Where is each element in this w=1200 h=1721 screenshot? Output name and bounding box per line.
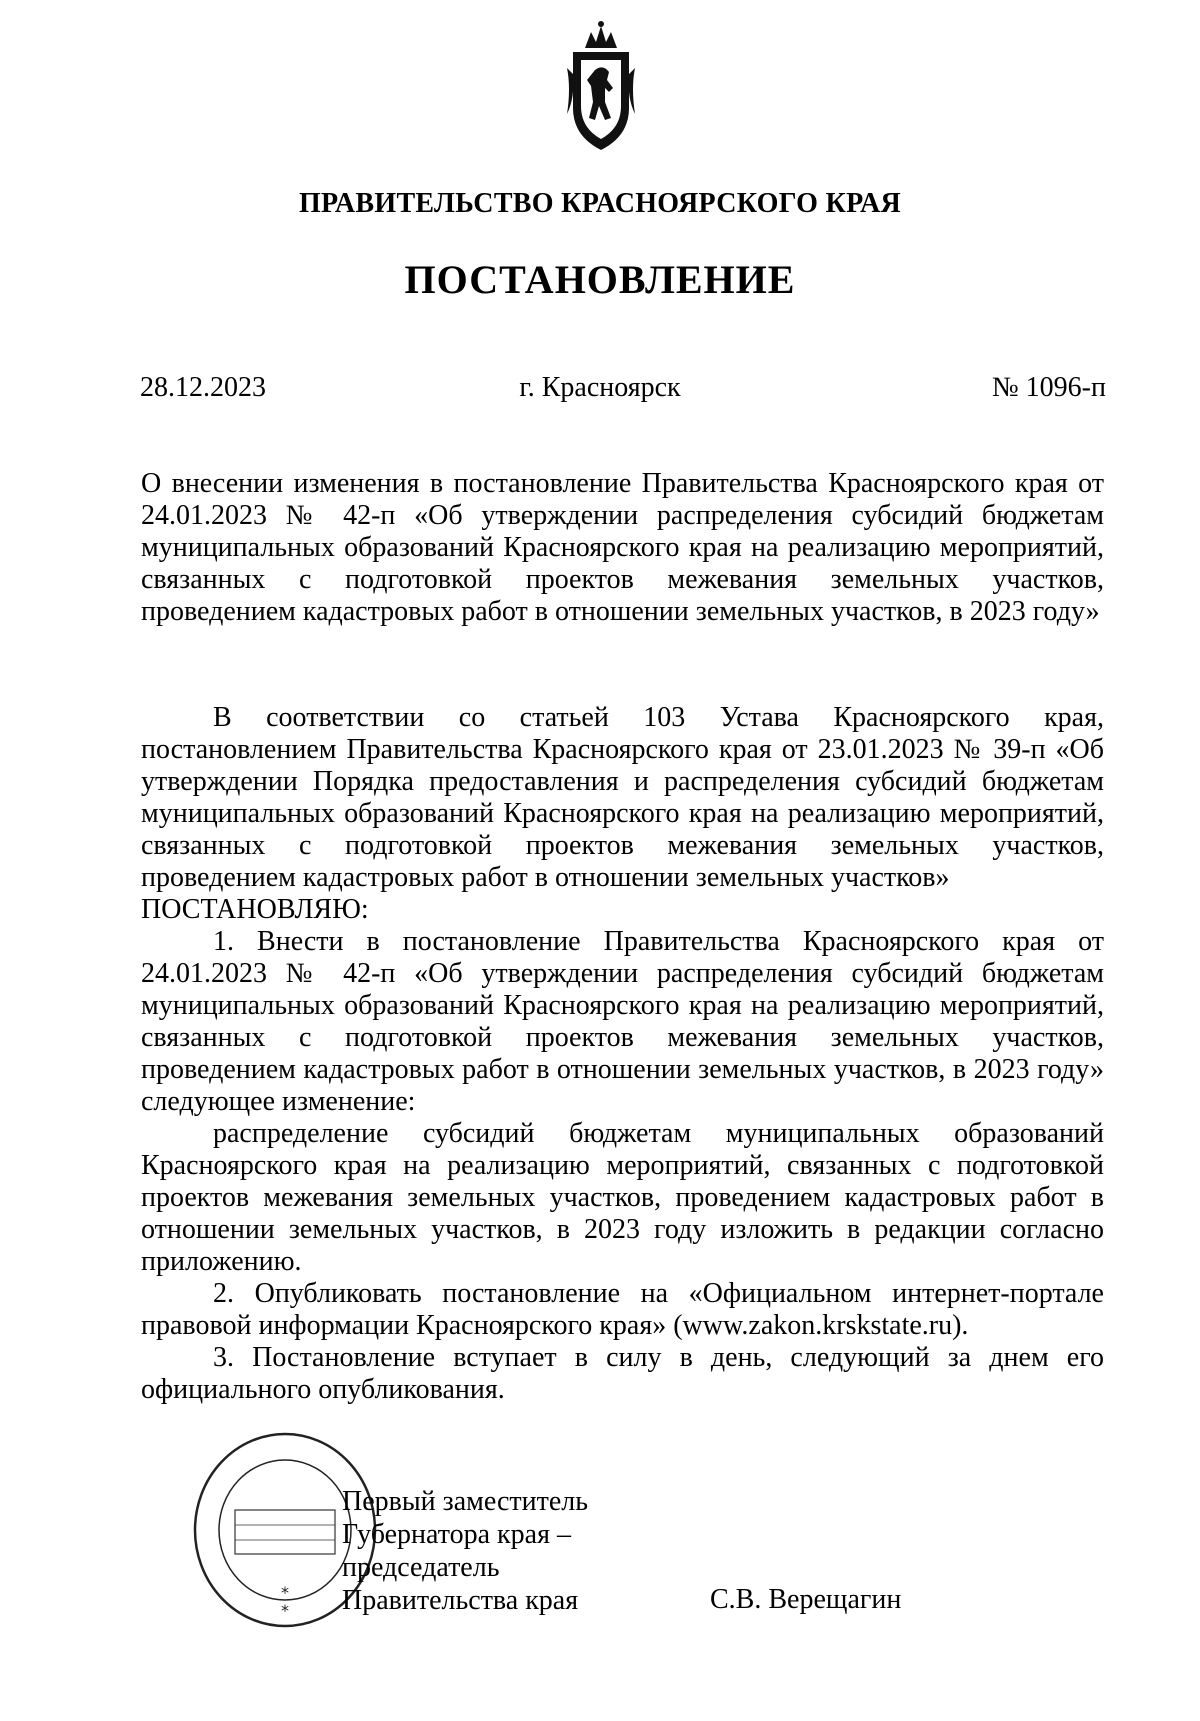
- item-1-paragraph: 1. Внести в постановление Правительства Красноярского края от 24.01.2023 № 42-п «Об утверждении распределения субсидий бюджетам муниципальных образований Красноярского края на реализацию мероприятий, связанных с подготовкой проектов межевания земельных участков, проведением кадастровых работ в отношении земельных участков, в 2023 году» следующее изменение:: [141, 926, 1104, 1117]
- document-body: [141, 702, 1104, 1406]
- document-date: 28.12.2023: [140, 372, 266, 403]
- document-subject: О внесении изменения в постановление Правительства Красноярского края от 24.01.2023 № 42-п «Об утверждении распределения субсидий бюджетам муниципальных образований Красноярского края на реализацию мероприятий, связанных с подготовкой проектов межевания земельных участков, проведением кадастровых работ в отношении земельных участков, в 2023 году»: [141, 468, 1104, 627]
- signatory-position: [342, 1485, 588, 1617]
- government-title: ПРАВИТЕЛЬСТВО КРАСНОЯРСКОГО КРАЯ: [298, 188, 902, 219]
- document-city: г. Красноярск: [519, 372, 681, 403]
- preamble-paragraph: В соответствии со статьей 103 Устава Красноярского края, постановлением Правительства Красноярского края от 23.01.2023 № 39-п «Об утверждении Порядка предоставления и распределения субсидий бюджетам муниципальных образований Красноярского края на реализацию мероприятий, связанных с подготовкой проектов межевания земельных участков, проведением кадастровых работ в отношении земельных участков»: [141, 702, 1104, 893]
- signature-line-4: Правительства края: [342, 1585, 579, 1616]
- coat-of-arms-icon: [565, 18, 637, 158]
- document-number: № 1096-п: [991, 372, 1106, 403]
- item-2-paragraph: 2. Опубликовать постановление на «Официальном интернет-портале правовой информации Красноярского края» (www.zakon.krskstate.ru).: [141, 1278, 1104, 1341]
- signature-line-1: Первый заместитель: [342, 1486, 589, 1517]
- item-3-paragraph: 3. Постановление вступает в силу в день, следующий за днем его официального опубликования.: [141, 1342, 1104, 1405]
- signature-line-3: председатель: [342, 1552, 500, 1583]
- svg-text:*: *: [281, 1601, 289, 1620]
- signature-line-2: Губернатора края –: [342, 1519, 571, 1550]
- item-1-text-paragraph: распределение субсидий бюджетам муниципальных образований Красноярского края на реализацию мероприятий, связанных с подготовкой проектов межевания земельных участков, проведением кадастровых работ в отношении земельных участков, в 2023 году изложить в редакции согласно приложению.: [141, 1118, 1104, 1277]
- signatory-name: С.В. Верещагин: [710, 1584, 902, 1615]
- resolve-word: ПОСТАНОВЛЯЮ:: [141, 894, 369, 925]
- document-type: ПОСТАНОВЛЕНИЕ: [404, 257, 796, 302]
- svg-text:*: *: [281, 1583, 289, 1602]
